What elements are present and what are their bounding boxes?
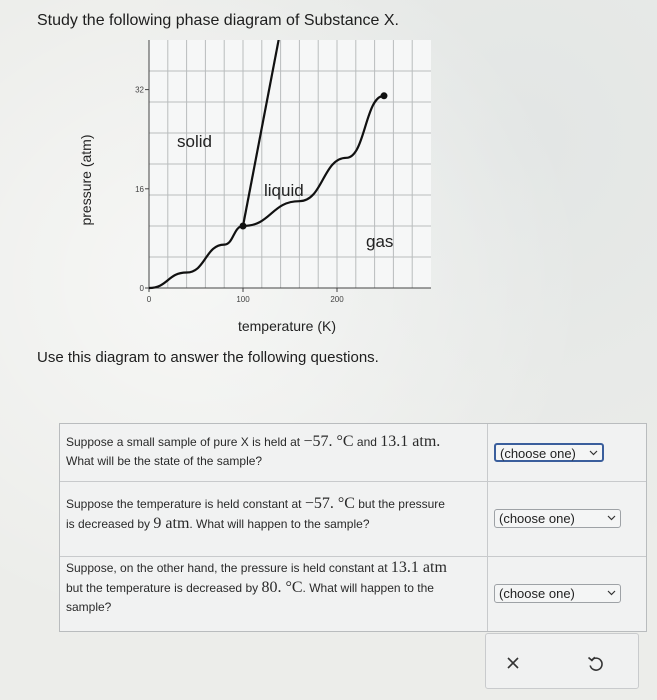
instructions-text: Use this diagram to answer the following questions.: [37, 349, 379, 366]
x-tick-label: 100: [236, 295, 250, 304]
region-label-liquid: liquid: [264, 181, 304, 200]
question-text: [66, 432, 481, 471]
question-1-text-a: Suppose a small sample of pure X is held at: [66, 435, 304, 449]
x-axis-title: temperature (K): [237, 318, 337, 334]
y-tick-label: 0: [139, 284, 144, 293]
chevron-down-icon: [607, 513, 616, 522]
chevron-down-icon: [589, 448, 598, 457]
question-2-temperature: −57. °C: [304, 495, 355, 512]
question-3-text-c: . What will happen to the: [302, 581, 434, 595]
question-row-3: [60, 556, 646, 631]
question-3-amount: 80. °C: [261, 579, 303, 596]
x-tick-label: 200: [330, 295, 344, 304]
answer-toolbar: [485, 633, 639, 689]
triple-point-dot: [240, 223, 247, 230]
y-axis-title: pressure (atm): [78, 134, 94, 226]
y-tick-label: 16: [135, 184, 144, 194]
page-title: Study the following phase diagram of Substance X.: [37, 12, 399, 29]
question-cell: [60, 481, 488, 556]
answer-select-2[interactable]: [494, 509, 621, 528]
y-tick-label: 32: [135, 85, 144, 95]
critical-point-dot: [381, 92, 388, 99]
chevron-down-icon: [607, 588, 616, 597]
x-tick-label: 0: [146, 295, 152, 304]
question-3-text-d: sample?: [66, 600, 112, 614]
select-label: (choose one): [500, 446, 576, 461]
question-3-pressure: 13.1 atm: [390, 559, 447, 576]
select-label: (choose one): [499, 511, 575, 526]
select-label: (choose one): [499, 586, 575, 601]
question-2-amount: 9 atm: [153, 515, 190, 532]
region-label-gas: gas: [366, 232, 394, 251]
question-2-text-b: but the pressure: [354, 497, 445, 511]
question-1-text-b: and: [353, 435, 381, 449]
phase-diagram-chart: [70, 40, 450, 340]
answer-select-3[interactable]: [494, 584, 621, 603]
questions-table: [59, 423, 647, 632]
question-3-text-b: but the temperature is decreased by: [66, 581, 262, 595]
question-cell: [60, 424, 488, 481]
question-text: [66, 558, 481, 617]
answer-select-1[interactable]: [494, 443, 604, 462]
question-row-1: [60, 424, 646, 482]
undo-icon[interactable]: [583, 651, 607, 675]
question-row-2: [60, 481, 646, 557]
x-icon[interactable]: [501, 651, 525, 675]
question-text: [66, 494, 481, 534]
question-2-text-c: is decreased by: [66, 517, 154, 531]
question-2-text-d: . What will happen to the sample?: [189, 517, 370, 531]
question-1-temperature: −57. °C: [303, 433, 354, 450]
question-2-text-a: Suppose the temperature is held constant at: [66, 497, 305, 511]
question-1-pressure: 13.1 atm.: [380, 433, 441, 450]
question-1-text-c: What will be the state of the sample?: [66, 454, 263, 468]
region-label-solid: solid: [177, 132, 212, 151]
question-cell: [60, 556, 488, 631]
question-3-text-a: Suppose, on the other hand, the pressure is held constant at: [66, 561, 391, 575]
